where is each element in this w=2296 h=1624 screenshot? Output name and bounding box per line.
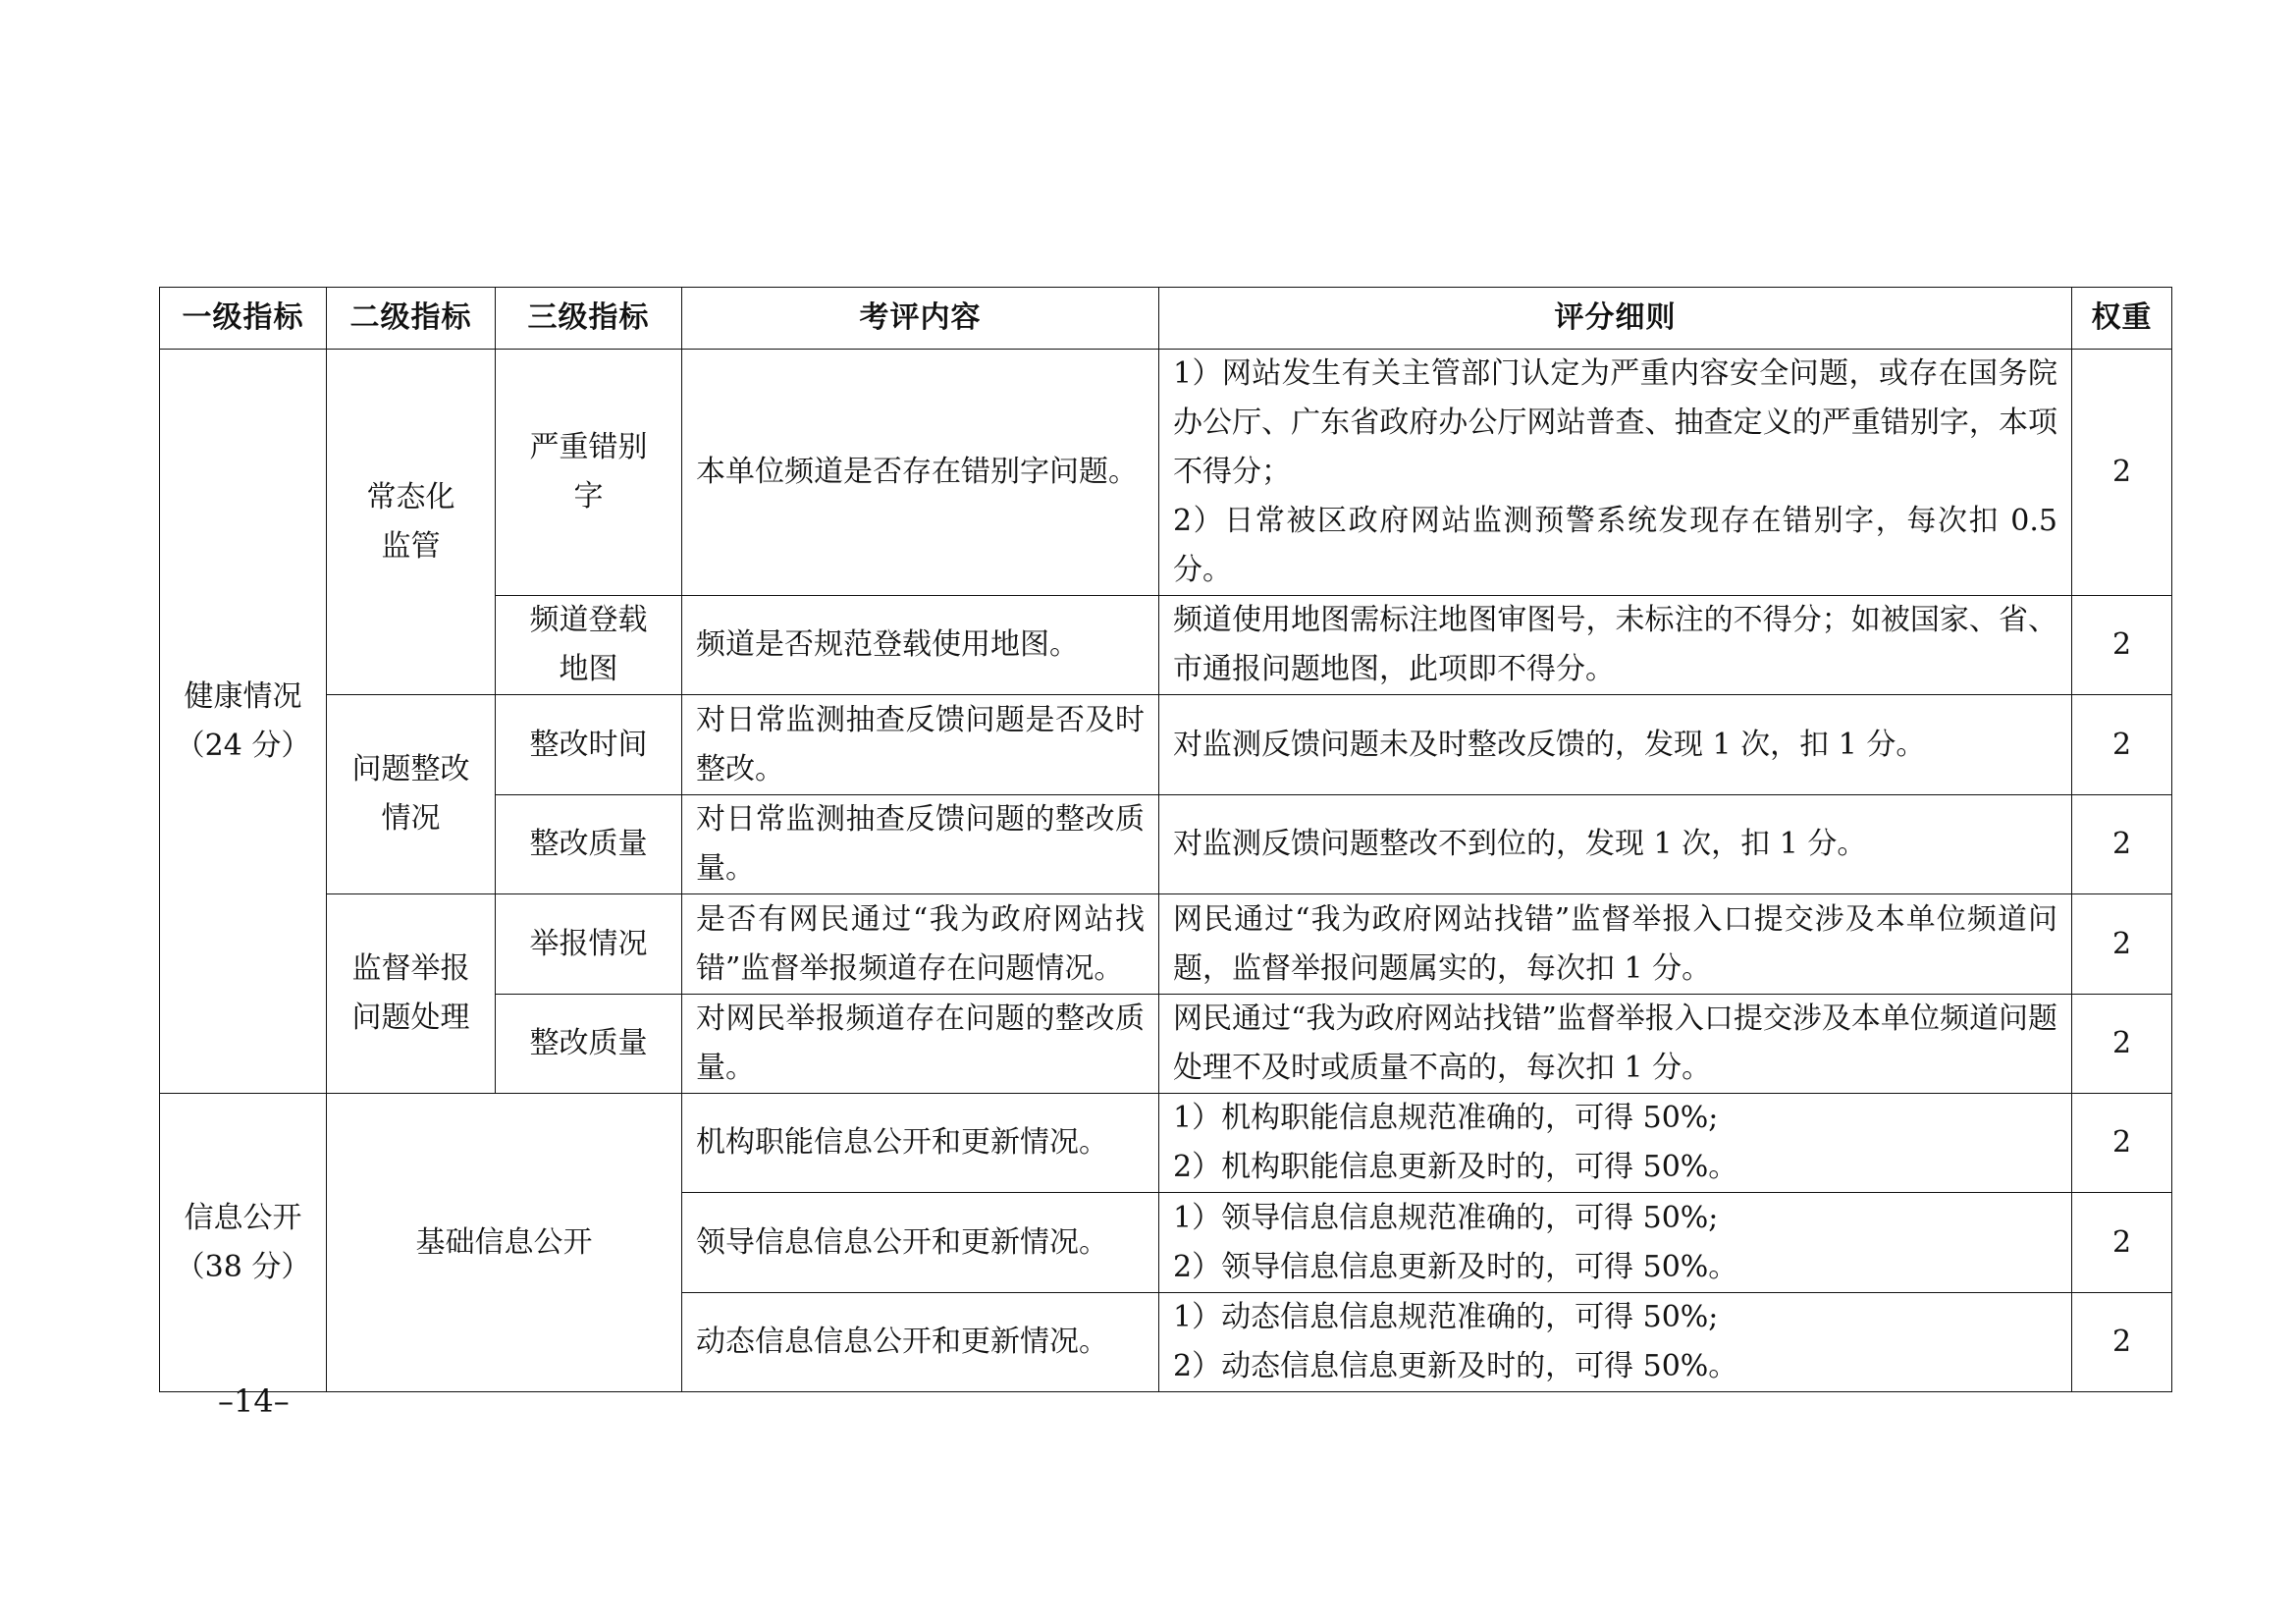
- level2-report-handling: 监督举报 问题处理: [327, 894, 496, 1094]
- level2-rectification: 问题整改 情况: [327, 695, 496, 894]
- table-header-row: [160, 288, 2172, 350]
- level1-health: 健康情况 （24 分）: [160, 350, 327, 1094]
- weight-cell: 2: [2072, 795, 2172, 894]
- content-cell: 对网民举报频道存在问题的整改质量。: [682, 995, 1159, 1094]
- weight-cell: 2: [2072, 695, 2172, 795]
- weight-cell: 2: [2072, 350, 2172, 596]
- rules-cell: 1）机构职能信息规范准确的，可得 50%; 2）机构职能信息更新及时的，可得 50%。: [1159, 1094, 2072, 1193]
- rules-cell: 1）领导信息信息规范准确的，可得 50%; 2）领导信息信息更新及时的，可得 50%。: [1159, 1193, 2072, 1293]
- weight-cell: 2: [2072, 1094, 2172, 1193]
- level1-info-disclosure: 信息公开 （38 分）: [160, 1094, 327, 1392]
- level3-cell: 整改质量: [496, 995, 682, 1094]
- weight-cell: 2: [2072, 1193, 2172, 1293]
- evaluation-table: [159, 287, 2172, 1392]
- content-cell: 对日常监测抽查反馈问题是否及时整改。: [682, 695, 1159, 795]
- level3-cell: 严重错别 字: [496, 350, 682, 596]
- content-cell: 本单位频道是否存在错别字问题。: [682, 350, 1159, 596]
- weight-cell: 2: [2072, 1293, 2172, 1392]
- rules-cell: 频道使用地图需标注地图审图号，未标注的不得分；如被国家、省、市通报问题地图，此项即不得分。: [1159, 596, 2072, 695]
- level3-cell: 整改质量: [496, 795, 682, 894]
- level2-basic-info-disclosure: 基础信息公开: [327, 1094, 682, 1392]
- header-weight: 权重: [2072, 288, 2172, 350]
- rules-cell: 1）网站发生有关主管部门认定为严重内容安全问题，或存在国务院办公厅、广东省政府办公厅网站普查、抽查定义的严重错别字，本项不得分； 2）日常被区政府网站监测预警系统发现存在错别字，每次扣 0.5 分。: [1159, 350, 2072, 596]
- content-cell: 频道是否规范登载使用地图。: [682, 596, 1159, 695]
- level3-cell: 举报情况: [496, 894, 682, 995]
- header-level3: 三级指标: [496, 288, 682, 350]
- content-cell: 对日常监测抽查反馈问题的整改质量。: [682, 795, 1159, 894]
- table-row: [160, 1094, 2172, 1193]
- weight-cell: 2: [2072, 894, 2172, 995]
- header-level2: 二级指标: [327, 288, 496, 350]
- page-number: –14–: [218, 1382, 290, 1420]
- rules-cell: 网民通过“我为政府网站找错”监督举报入口提交涉及本单位频道问题，监督举报问题属实的，每次扣 1 分。: [1159, 894, 2072, 995]
- header-rules: 评分细则: [1159, 288, 2072, 350]
- rules-cell: 1）动态信息信息规范准确的，可得 50%; 2）动态信息信息更新及时的，可得 50%。: [1159, 1293, 2072, 1392]
- content-cell: 机构职能信息公开和更新情况。: [682, 1094, 1159, 1193]
- weight-cell: 2: [2072, 596, 2172, 695]
- table-row: [160, 695, 2172, 795]
- rules-cell: 对监测反馈问题未及时整改反馈的，发现 1 次，扣 1 分。: [1159, 695, 2072, 795]
- content-cell: 领导信息信息公开和更新情况。: [682, 1193, 1159, 1293]
- content-cell: 动态信息信息公开和更新情况。: [682, 1293, 1159, 1392]
- table-row: [160, 350, 2172, 596]
- rules-cell: 对监测反馈问题整改不到位的，发现 1 次，扣 1 分。: [1159, 795, 2072, 894]
- table-row: [160, 894, 2172, 995]
- rules-cell: 网民通过“我为政府网站找错”监督举报入口提交涉及本单位频道问题处理不及时或质量不高的，每次扣 1 分。: [1159, 995, 2072, 1094]
- level3-cell: 整改时间: [496, 695, 682, 795]
- level2-routine-supervision: 常态化 监管: [327, 350, 496, 695]
- level3-cell: 频道登载 地图: [496, 596, 682, 695]
- header-content: 考评内容: [682, 288, 1159, 350]
- weight-cell: 2: [2072, 995, 2172, 1094]
- header-level1: 一级指标: [160, 288, 327, 350]
- content-cell: 是否有网民通过“我为政府网站找错”监督举报频道存在问题情况。: [682, 894, 1159, 995]
